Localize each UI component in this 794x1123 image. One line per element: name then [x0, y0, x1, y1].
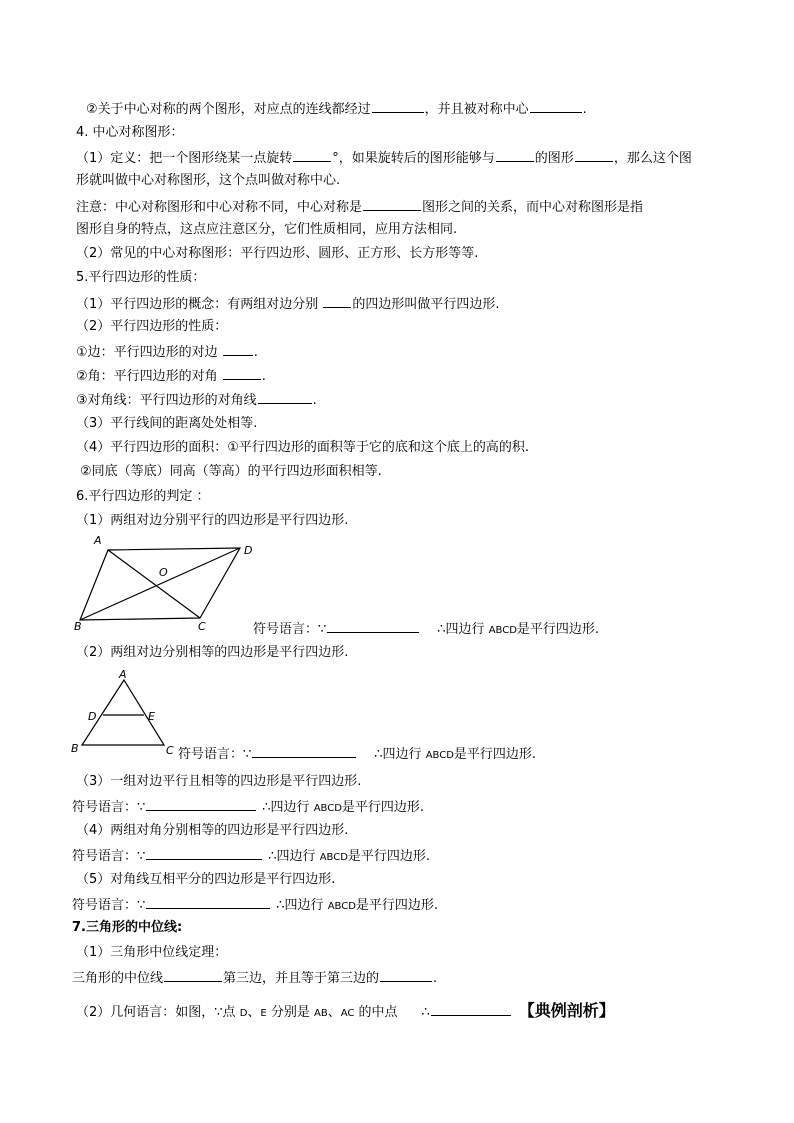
- answer-blank[interactable]: [575, 148, 613, 162]
- text-line: （5）对角线互相平分的四边形是平行四边形.: [76, 872, 336, 887]
- section-heading: 6.平行四边形的判定 ：: [76, 489, 210, 504]
- answer-blank[interactable]: [372, 99, 424, 113]
- text-line: （1）三角形中位线定理：: [76, 945, 228, 960]
- answer-blank[interactable]: [323, 294, 351, 308]
- parallelogram-figure: [70, 532, 270, 632]
- vertex-label-d: D: [88, 710, 97, 723]
- vertex-label-d: D: [244, 544, 253, 557]
- vertex-label-c: C: [166, 744, 174, 756]
- vertex-label-e: E: [148, 710, 155, 723]
- answer-blank[interactable]: [496, 148, 534, 162]
- answer-blank[interactable]: [146, 846, 262, 860]
- text-line: 注意：中心对称图形和中心对称不同，中心对称是 图形之间的关系，而中心对称图形是指: [76, 197, 643, 217]
- text-line: 形就叫做中心对称图形，这个点叫做对称中心.: [76, 173, 341, 188]
- section-title: 【典例剖析】: [518, 1001, 615, 1020]
- answer-blank[interactable]: [363, 197, 421, 211]
- answer-blank[interactable]: [223, 342, 253, 356]
- text-line: （1）定义：把一个图形绕某一点旋转 °，如果旋转后的图形能够与 的图形 ，那么这个图: [76, 148, 692, 168]
- text-line: （4）平行四边形的面积：①平行四边形的面积等于它的底和这个底上的高的积.: [76, 440, 530, 455]
- answer-blank[interactable]: [431, 1002, 511, 1016]
- answer-blank[interactable]: [146, 895, 270, 909]
- center-label-o: O: [159, 566, 168, 579]
- section-heading: 7.三角形的中位线:: [72, 920, 183, 935]
- text-line: ②角：平行四边形的对角 .: [76, 366, 266, 386]
- text-line: （3）一组对边平行且相等的四边形是平行四边形.: [76, 774, 362, 789]
- text-line: （1）平行四边形的概念：有两组对边分别 的四边形叫做平行四边形.: [76, 294, 500, 314]
- symbol-language-line: 符号语言：∵ ∴四边行 ABCD是平行四边形.: [72, 846, 430, 867]
- answer-blank[interactable]: [380, 968, 432, 982]
- answer-blank[interactable]: [146, 797, 256, 811]
- vertex-label-a: A: [94, 534, 102, 547]
- symbol-language-line: 符号语言：∵ ∴四边行 ABCD是平行四边形.: [72, 895, 438, 916]
- vertex-label-c: C: [198, 620, 206, 632]
- text-line: （3）平行线间的距离处处相等.: [76, 416, 258, 431]
- answer-blank[interactable]: [252, 744, 356, 758]
- text-line: （1）两组对边分别平行的四边形是平行四边形.: [76, 513, 349, 528]
- section-heading: 5.平行四边形的性质：: [76, 270, 206, 285]
- diagonal-ac: [108, 550, 200, 618]
- symbol-language-line: 符号语言：∵ ∴四边行 ABCD是平行四边形.: [178, 744, 536, 765]
- triangle-figure: [68, 668, 188, 756]
- answer-blank[interactable]: [223, 366, 261, 380]
- text-line: （2）平行四边形的性质：: [76, 319, 228, 334]
- text-line: ②关于中心对称的两个图形，对应点的连线都经过 ，并且被对称中心 .: [86, 99, 587, 119]
- geometry-language-line: （2）几何语言：如图，∵点 D、E 分别是 AB、AC 的中点 ∴ 【典例剖析】: [76, 1001, 615, 1020]
- section-heading: 4. 中心对称图形：: [76, 125, 184, 140]
- text-line: （2）常见的中心对称图形：平行四边形、圆形、正方形、长方形等等.: [76, 246, 479, 261]
- answer-blank[interactable]: [327, 619, 419, 633]
- text-line: ①边：平行四边形的对边 .: [76, 342, 258, 362]
- text-line: 三角形的中位线 第三边，并且等于第三边的 .: [72, 968, 437, 988]
- answer-blank[interactable]: [293, 148, 331, 162]
- answer-blank[interactable]: [530, 99, 582, 113]
- symbol-language-line: 符号语言：∵ ∴四边行 ABCD是平行四边形.: [253, 619, 599, 640]
- vertex-label-b: B: [74, 620, 82, 632]
- vertex-label-b: B: [71, 742, 79, 755]
- text-line: （2）两组对边分别相等的四边形是平行四边形.: [76, 645, 349, 660]
- text-line: ③对角线：平行四边形的对角线 .: [76, 390, 317, 410]
- vertex-label-a: A: [119, 668, 127, 681]
- text-line: （4）两组对角分别相等的四边形是平行四边形.: [76, 823, 349, 838]
- text-line: 图形自身的特点，这点应注意区分，它们性质相同，应用方法相同.: [76, 222, 458, 237]
- symbol-language-line: 符号语言：∵ ∴四边行 ABCD是平行四边形.: [72, 797, 424, 818]
- answer-blank[interactable]: [258, 390, 312, 404]
- text-line: ②同底（等底）同高（等高）的平行四边形面积相等.: [80, 464, 382, 479]
- answer-blank[interactable]: [164, 968, 222, 982]
